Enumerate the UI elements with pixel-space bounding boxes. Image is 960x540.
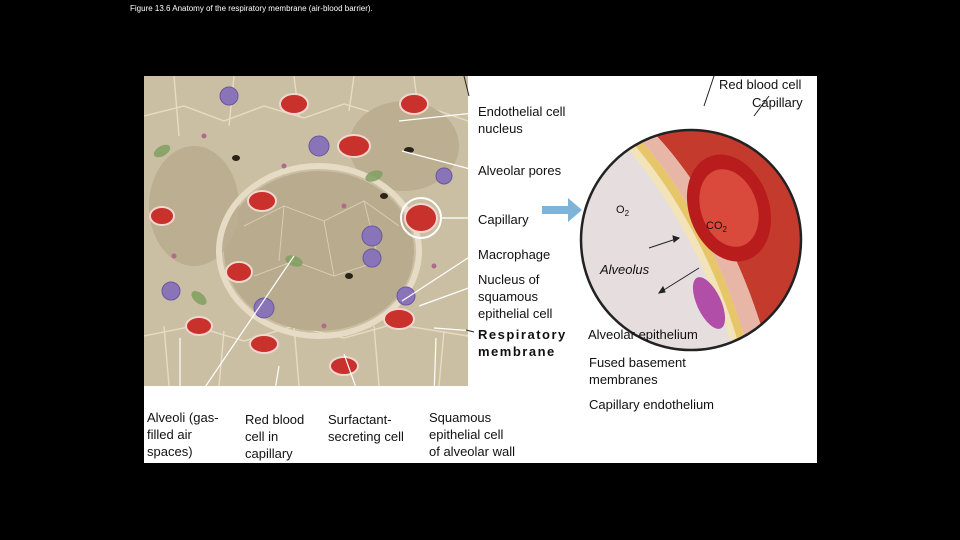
label-alveolar-epithelium: Alveolar epithelium <box>588 327 698 342</box>
alveolar-tissue-illustration <box>144 76 468 386</box>
label-surfactant: Surfactant- secreting cell <box>328 412 404 444</box>
label-nucleus-squamous: Nucleus of squamous epithelial cell <box>478 272 553 321</box>
respiratory-membrane-zoom <box>579 128 804 353</box>
zoom-arrow <box>542 194 582 224</box>
label-respiratory-membrane: Respiratory membrane <box>478 327 567 359</box>
label-o2: $O_2$ <box>616 204 630 219</box>
figure-caption: Figure 13.6 Anatomy of the respiratory membrane (air-blood barrier). <box>130 4 373 13</box>
label-co2: $CO_2$ <box>706 220 727 235</box>
label-squamous-wall: Squamous epithelial cell of alveolar wall <box>429 410 515 459</box>
label-capillary-endothelium: Capillary endothelium <box>589 397 715 412</box>
label-red-blood-cell: Red blood cell <box>719 77 802 92</box>
label-alveolar-pores: Alveolar pores <box>478 163 562 178</box>
label-rbc-in-capillary: Red blood cell in capillary <box>245 412 305 461</box>
label-capillary-top: Capillary <box>752 95 803 110</box>
label-fused-basement: Fused basement membranes <box>589 355 686 387</box>
label-alveoli: Alveoli (gas- filled air spaces) <box>147 410 219 459</box>
label-macrophage: Macrophage <box>478 247 551 262</box>
figure-panel <box>144 76 817 463</box>
label-endothelial-nucleus: Endothelial cell nucleus <box>478 104 566 136</box>
label-capillary: Capillary <box>478 212 529 227</box>
label-alveolus: Alveolus <box>600 262 650 277</box>
